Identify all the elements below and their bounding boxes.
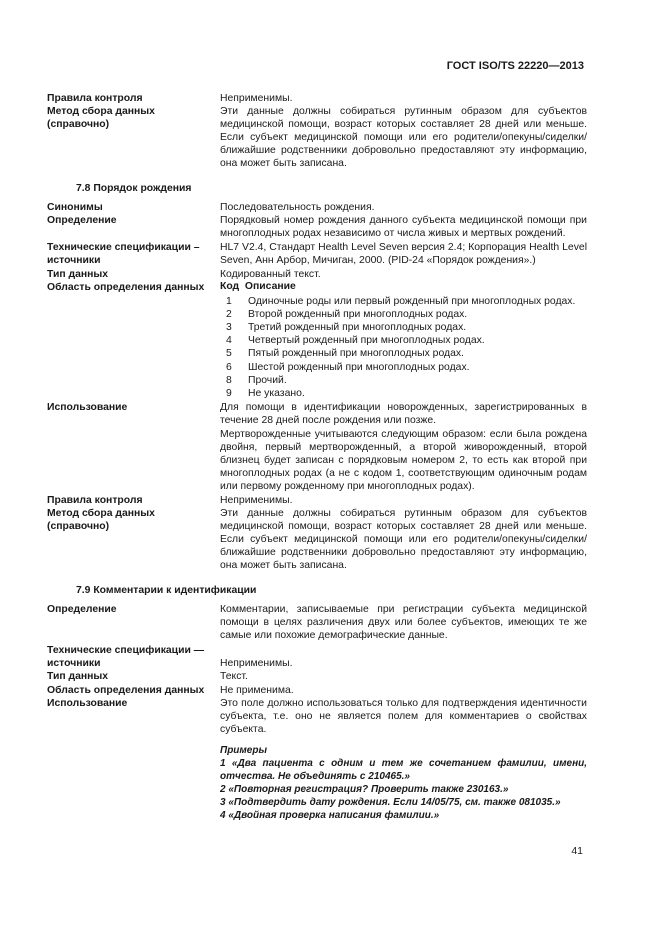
- code-number: 9: [226, 388, 232, 399]
- field-label: Правила контроля: [47, 495, 143, 506]
- code-description: Третий рожденный при многоплодных родах.: [248, 322, 467, 333]
- field-value: Последовательность рождения.: [220, 202, 375, 213]
- field-value: Комментарии, записываемые при регистрации субъекта медицинской помощи в целях различения двух или более субъектов, имеющих те же самые или похожие демографические данные.: [220, 604, 587, 642]
- code-table-header: Код Описание: [220, 281, 296, 292]
- code-description: Прочий.: [248, 375, 287, 386]
- section-title-7-9: 7.9 Комментарии к идентификации: [76, 585, 257, 596]
- code-description: Шестой рожденный при многоплодных родах.: [248, 362, 470, 373]
- field-value: Порядковый номер рождения данного субъекта медицинской помощи при многоплодных родах независимо от числа живых и мертвых рождений.: [220, 215, 587, 240]
- field-value: Эти данные должны собираться рутинным образом для субъектов медицинской помощи, возраст которых составляет 28 дней или меньше. Если субъект медицинской помощи или его родители/опекуны/сиделки/ближайшие родственники добровольно предоставляют эту информацию, она может быть записана.: [220, 106, 587, 170]
- field-value: Неприменимы.: [220, 658, 293, 669]
- document-header: ГОСТ ISO/TS 22220—2013: [446, 60, 584, 72]
- field-value: HL7 V2.4, Стандарт Health Level Seven версия 2.4; Корпорация Health Level Seven, Анн Арбор, Мичиган, 2000. (PID-24 «Порядок рождения».): [220, 242, 587, 267]
- field-label: Технические спецификации — источники: [47, 645, 205, 670]
- example-item: 1 «Два пациента с одним и тем же сочетанием фамилии, имени, отчества. Не объединять с 210465.»: [220, 758, 587, 782]
- field-label: Технические спецификации – источники: [47, 242, 200, 267]
- field-label: Область определения данных: [47, 685, 205, 696]
- code-number: 2: [226, 309, 232, 320]
- field-value: Это поле должно использоваться только для подтверждения идентичности субъекта, т.е. оно не является полем для комментариев о свойствах субъекта.: [220, 698, 587, 736]
- code-number: 8: [226, 375, 232, 386]
- field-label: Использование: [47, 402, 128, 413]
- code-description: Четвертый рожденный при многоплодных родах.: [248, 335, 485, 346]
- code-description: Не указано.: [248, 388, 305, 399]
- section-title-7-8: 7.8 Порядок рождения: [76, 183, 192, 194]
- code-description: Пятый рожденный при многоплодных родах.: [248, 348, 464, 359]
- example-item: 4 «Двойная проверка написания фамилии.»: [220, 810, 440, 821]
- field-value: Мертворожденные учитываются следующим образом: если была рождена двойня, первый мертворожденный, а второй живорожденный, второй близнец будет записан с порядковым номером 2, то есть как второй при многоплодных родах (а не с кодом 1, соответствующим одиночным родам или первому рожденному при многоплодных родах).: [220, 429, 587, 493]
- example-item: 3 «Подтвердить дату рождения. Если 14/05/75, см. также 081035.»: [220, 797, 561, 808]
- field-value: Эти данные должны собираться рутинным образом для субъектов медицинской помощи, возраст которых составляет 28 дней или меньше. Если субъект медицинской помощи или его родители/опекуны/сиделки/ближайшие родственники добровольно предоставляют эту информацию, она может быть записана.: [220, 508, 587, 572]
- field-label: Метод сбора данных (справочно): [47, 106, 155, 131]
- code-number: 5: [226, 348, 232, 359]
- field-label: Область определения данных: [47, 282, 205, 293]
- code-number: 3: [226, 322, 232, 333]
- example-item: 2 «Повторная регистрация? Проверить также 230163.»: [220, 784, 509, 795]
- code-number: 4: [226, 335, 232, 346]
- field-label: Определение: [47, 604, 117, 615]
- field-value: Для помощи в идентификации новорожденных, зарегистрированных в течение 28 дней после рождения или позже.: [220, 402, 587, 427]
- field-label: Тип данных: [47, 671, 109, 682]
- field-value: Кодированный текст.: [220, 269, 321, 280]
- code-description: Второй рожденный при многоплодных родах.: [248, 309, 468, 320]
- field-label: Метод сбора данных (справочно): [47, 508, 155, 533]
- examples-title: Примеры: [220, 745, 268, 756]
- field-value: Неприменимы.: [220, 495, 293, 506]
- code-description: Одиночные роды или первый рожденный при многоплодных родах.: [248, 296, 576, 307]
- field-value: Текст.: [220, 671, 248, 682]
- field-label: Правила контроля: [47, 93, 143, 104]
- field-value: Не применима.: [220, 685, 294, 696]
- field-label: Тип данных: [47, 269, 109, 280]
- code-number: 1: [226, 296, 232, 307]
- field-label: Синонимы: [47, 202, 103, 213]
- field-label: Использование: [47, 698, 128, 709]
- code-number: 6: [226, 362, 232, 373]
- field-label: Определение: [47, 215, 117, 226]
- page-number: 41: [571, 845, 583, 857]
- field-value: Неприменимы.: [220, 93, 293, 104]
